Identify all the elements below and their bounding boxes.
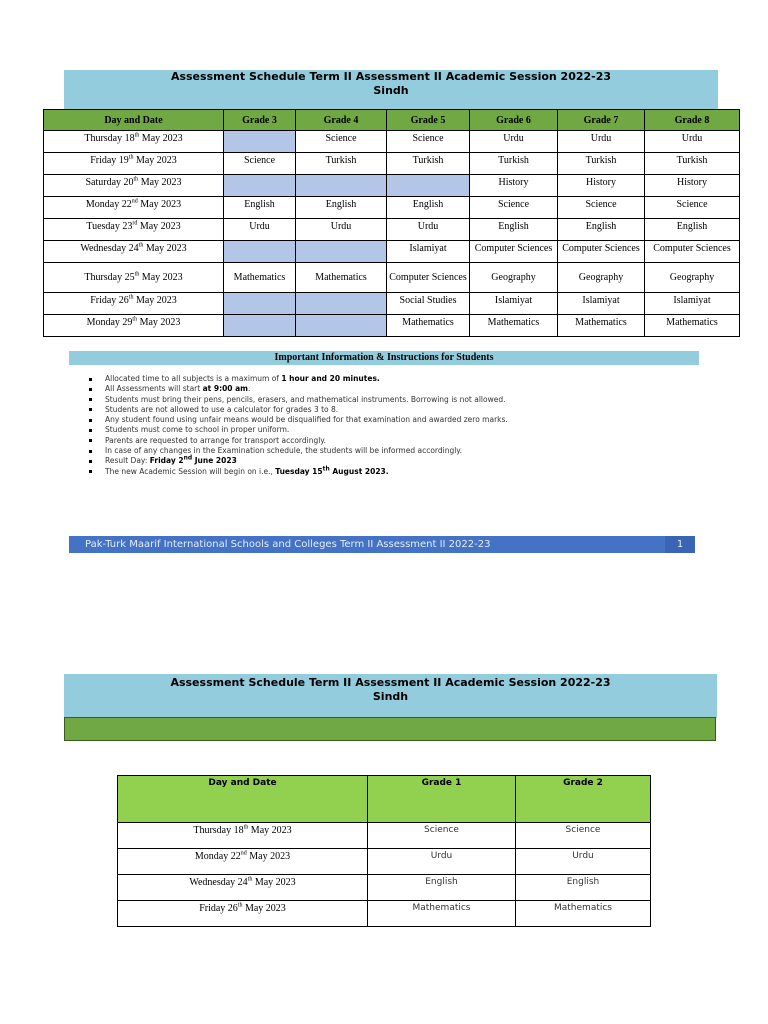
subject-cell: History: [645, 175, 740, 197]
date-cell: Monday 29th May 2023: [44, 315, 224, 337]
subject-cell: Science: [296, 131, 387, 153]
table-row: [44, 241, 740, 263]
table-header-row: [44, 110, 740, 131]
subject-cell: Islamiyat: [645, 293, 740, 315]
subject-cell: English: [645, 219, 740, 241]
subject-cell: History: [470, 175, 558, 197]
instructions-title: Important Information & Instructions for Students: [69, 351, 699, 365]
table-row: [44, 315, 740, 337]
table-row: [44, 197, 740, 219]
subject-cell: Mathematics: [368, 901, 516, 927]
subject-cell: Computer Sciences: [558, 241, 645, 263]
subject-cell: Science: [516, 823, 651, 849]
subject-cell: Science: [387, 131, 470, 153]
subject-cell: Urdu: [387, 219, 470, 241]
subject-cell: Computer Sciences: [645, 241, 740, 263]
list-item: The new Academic Session will begin on i.e., Tuesday 15th August 2023.: [88, 467, 508, 477]
header-grade-5: Grade 5: [387, 110, 470, 131]
subject-cell: Geography: [558, 263, 645, 293]
schedule-table: [43, 109, 740, 337]
date-cell: Tuesday 23rd May 2023: [44, 219, 224, 241]
list-item: Students are not allowed to use a calculator for grades 3 to 8.: [88, 405, 508, 415]
schedule-region: Sindh: [373, 84, 409, 97]
header-grade-8: Grade 8: [645, 110, 740, 131]
subject-cell: Mathematics: [558, 315, 645, 337]
page-number: 1: [665, 536, 695, 553]
list-item: Students must come to school in proper uniform.: [88, 425, 508, 435]
list-item: Students must bring their pens, pencils, erasers, and mathematical instruments. Borrowing is not allowed.: [88, 395, 508, 405]
table-row: [44, 175, 740, 197]
schedule-table-2: [117, 775, 651, 927]
date-cell: Friday 26th May 2023: [44, 293, 224, 315]
subject-cell: English: [387, 197, 470, 219]
table-row: [118, 875, 651, 901]
subject-cell: Turkish: [645, 153, 740, 175]
page-footer: [69, 536, 695, 553]
subject-cell: Urdu: [224, 219, 296, 241]
green-header-bar: [64, 717, 716, 741]
subject-cell: Mathematics: [516, 901, 651, 927]
subject-cell: Mathematics: [470, 315, 558, 337]
schedule-title-banner: [64, 70, 718, 110]
schedule-title: Assessment Schedule Term II Assessment II Academic Session 2022-23: [170, 70, 612, 83]
subject-cell: English: [368, 875, 516, 901]
subject-cell: Turkish: [387, 153, 470, 175]
schedule-title-2: Assessment Schedule Term II Assessment II Academic Session 2022-23: [170, 676, 611, 689]
subject-cell: Computer Sciences: [387, 263, 470, 293]
table-row: [44, 263, 740, 293]
header-grade-6: Grade 6: [470, 110, 558, 131]
subject-cell: Computer Sciences: [470, 241, 558, 263]
header-grade-7: Grade 7: [558, 110, 645, 131]
schedule-title-banner-2: [64, 674, 717, 718]
table-row: [44, 153, 740, 175]
subject-cell: Mathematics: [387, 315, 470, 337]
date-cell: Monday 22nd May 2023: [118, 849, 368, 875]
subject-cell: Turkish: [558, 153, 645, 175]
subject-cell: Urdu: [558, 131, 645, 153]
date-cell: Wednesday 24th May 2023: [118, 875, 368, 901]
subject-cell: Geography: [470, 263, 558, 293]
subject-cell: Islamiyat: [387, 241, 470, 263]
table-row: [44, 219, 740, 241]
subject-cell: English: [296, 197, 387, 219]
subject-cell: Islamiyat: [470, 293, 558, 315]
header-grade-4: Grade 4: [296, 110, 387, 131]
subject-cell: Science: [470, 197, 558, 219]
subject-cell: Mathematics: [296, 263, 387, 293]
empty-cell: [224, 293, 296, 315]
instructions-list: [88, 374, 508, 477]
footer-text: Pak-Turk Maarif International Schools and Colleges Term II Assessment II 2022-23: [85, 539, 491, 550]
date-cell: Monday 22nd May 2023: [44, 197, 224, 219]
subject-cell: Islamiyat: [558, 293, 645, 315]
empty-cell: [296, 315, 387, 337]
table-row: [118, 901, 651, 927]
subject-cell: Turkish: [296, 153, 387, 175]
list-item: Result Day: Friday 2nd June 2023: [88, 456, 508, 466]
date-cell: Thursday 18th May 2023: [44, 131, 224, 153]
table-row: [118, 823, 651, 849]
table-row: [44, 293, 740, 315]
subject-cell: English: [516, 875, 651, 901]
table-row: [44, 131, 740, 153]
subject-cell: English: [470, 219, 558, 241]
subject-cell: Mathematics: [645, 315, 740, 337]
subject-cell: Urdu: [645, 131, 740, 153]
header-grade-2: Grade 2: [516, 776, 651, 823]
schedule-region-2: Sindh: [372, 690, 409, 703]
header-day-date: Day and Date: [44, 110, 224, 131]
list-item: Parents are requested to arrange for transport accordingly.: [88, 436, 508, 446]
subject-cell: Turkish: [470, 153, 558, 175]
subject-cell: Geography: [645, 263, 740, 293]
date-cell: Thursday 18th May 2023: [118, 823, 368, 849]
list-item: Any student found using unfair means would be disqualified for that examination and awarded zero marks.: [88, 415, 508, 425]
list-item: Allocated time to all subjects is a maximum of 1 hour and 20 minutes.: [88, 374, 508, 384]
subject-cell: History: [558, 175, 645, 197]
empty-cell: [224, 241, 296, 263]
empty-cell: [224, 315, 296, 337]
header-grade-3: Grade 3: [224, 110, 296, 131]
subject-cell: English: [558, 219, 645, 241]
empty-cell: [224, 131, 296, 153]
list-item: In case of any changes in the Examination schedule, the students will be informed accordingly.: [88, 446, 508, 456]
table-row: [118, 849, 651, 875]
date-cell: Saturday 20th May 2023: [44, 175, 224, 197]
subject-cell: Mathematics: [224, 263, 296, 293]
empty-cell: [387, 175, 470, 197]
empty-cell: [296, 241, 387, 263]
subject-cell: Urdu: [470, 131, 558, 153]
subject-cell: Science: [558, 197, 645, 219]
subject-cell: Social Studies: [387, 293, 470, 315]
subject-cell: Urdu: [516, 849, 651, 875]
subject-cell: Urdu: [296, 219, 387, 241]
empty-cell: [296, 293, 387, 315]
subject-cell: English: [224, 197, 296, 219]
header-grade-1: Grade 1: [368, 776, 516, 823]
subject-cell: Urdu: [368, 849, 516, 875]
date-cell: Thursday 25th May 2023: [44, 263, 224, 293]
header-day-date: Day and Date: [118, 776, 368, 823]
subject-cell: Science: [368, 823, 516, 849]
list-item: All Assessments will start at 9:00 am.: [88, 384, 508, 394]
date-cell: Friday 26th May 2023: [118, 901, 368, 927]
empty-cell: [224, 175, 296, 197]
date-cell: Wednesday 24th May 2023: [44, 241, 224, 263]
empty-cell: [296, 175, 387, 197]
table-header-row: [118, 776, 651, 823]
subject-cell: Science: [645, 197, 740, 219]
subject-cell: Science: [224, 153, 296, 175]
date-cell: Friday 19th May 2023: [44, 153, 224, 175]
